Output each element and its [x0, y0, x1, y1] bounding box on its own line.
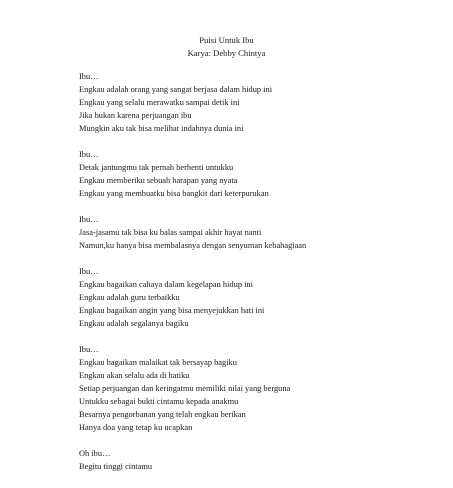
poem-line: Engkau memberiku sebuah harapan yang nyata	[79, 175, 238, 185]
poem-line: Engkau akan selalu ada di hatiku	[79, 371, 190, 381]
stanza-1	[79, 71, 439, 136]
poem-line: Ibu…	[79, 345, 99, 355]
poem-line: Ibu…	[79, 72, 99, 81]
poem-line: Ibu…	[79, 150, 99, 160]
poem-line: Detak jantungmu tak pernah berhenti untukku	[79, 162, 234, 172]
poem-line: Besarnya pengorbanan yang telah engkau berikan	[79, 409, 246, 419]
poem-line: Engkau adalah guru terbaikku	[79, 293, 180, 303]
poem-line: Begitu tinggi cintamu	[79, 462, 153, 472]
title-block	[0, 34, 453, 59]
stanza-2	[79, 149, 439, 201]
poem-line: Ibu…	[79, 215, 99, 225]
stanza-3	[79, 214, 439, 253]
poem-line: Setiap perjuangan dan keringatmu memiliki nilai yang berguna	[79, 384, 291, 394]
stanza-5	[79, 344, 439, 434]
stanza-6	[79, 448, 439, 474]
poem-line: Engkau bagaikan malaikat tak bersayap bagiku	[79, 358, 237, 368]
poem-line: Mungkin aku tak bisa melihat indahnya dunia ini	[79, 123, 244, 133]
stanza-4	[79, 266, 439, 331]
poem-line: Engkau adalah segalanya bagiku	[79, 319, 189, 328]
poem-author: Karya: Debby Chintya	[187, 47, 266, 58]
poem-line: Engkau bagaikan angin yang bisa menyejukkan hati ini	[79, 306, 265, 316]
poem-line: Hanya doa yang tetap ku ucapkan	[79, 422, 193, 432]
poem-line: Engkau adalah orang yang sangat berjasa dalam hidup ini	[79, 84, 273, 94]
poem-title: Puisi Untuk Ibu	[199, 35, 254, 45]
poem-line: Engkau yang selalu merawatku sampai detik ini	[79, 97, 240, 107]
poem-line: Engkau yang membuatku bisa bangkit dari keterpurukan	[79, 188, 269, 198]
poem-line: Jika bukan karena perjuangan ibu	[79, 110, 192, 120]
poem-line: Jasa-jasamu tak bisa ku balas sampai akhir hayat nanti	[79, 228, 262, 238]
poem-line: Untukku sebagai bukti cintamu kepada anakmu	[79, 397, 239, 407]
poem-line: Oh ibu…	[79, 449, 111, 459]
poem-line: Engkau bagaikan cahaya dalam kegelapan hidup ini	[79, 280, 253, 290]
poem-body	[79, 71, 439, 488]
poem-line: Namun,ku hanya bisa membalasnya dengan senyuman kebahagiaan	[79, 240, 307, 250]
poem-line: Ibu…	[79, 267, 99, 277]
